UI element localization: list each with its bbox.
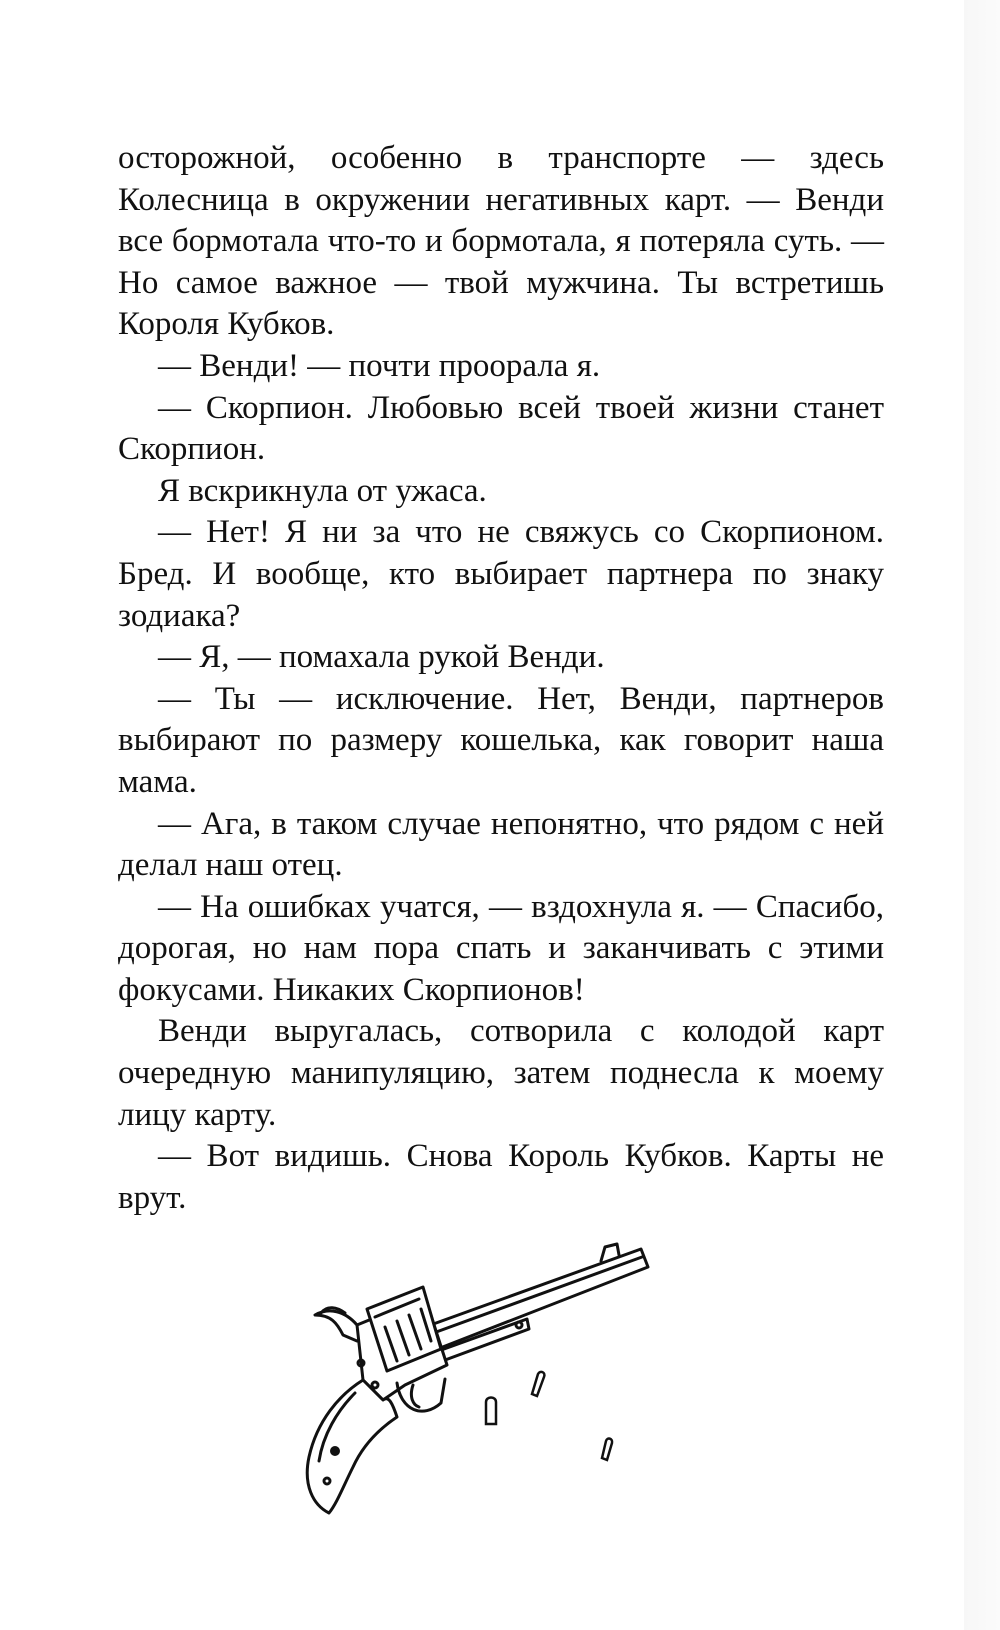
paragraph-3: — Скорпион. Любовью всей твоей жизни станет Скорпион. [118,389,884,468]
paragraph-4: Я вскрикнула от ужаса. [158,472,487,509]
paragraph-9: — На ошибках учатся, — вздохнула я. — Спасибо, дорогая, но нам пора спать и заканчивать с этими фокусами. Никаких Скорпионов! [118,888,884,1008]
paragraph-6: — Я, — помахала рукой Венди. [158,639,605,676]
paragraph-10: Венди выругалась, сотворила с колодой карт очередную манипуляцию, затем поднесла к моему лицу карту. [118,1013,884,1133]
revolver-illustration [305,1235,705,1613]
bullet-1-icon [484,1392,498,1426]
paragraph-5: — Нет! Я ни за что не свяжусь со Скорпионом. Бред. И вообще, кто выбирает партнера по знаку зодиака? [118,514,884,634]
paragraph-11: — Вот видишь. Снова Король Кубков. Карты не врут. [118,1138,884,1216]
body-text [118,138,884,1219]
bullet-3-icon [599,1436,615,1462]
paragraph-2: — Венди! — почти проорала я. [158,347,601,384]
paragraph-1: осторожной, особенно в транспорте — здесь Колесница в окружении негативных карт. — Венди все бормотала что-то и бормотала, я потеряла суть. — Но самое важное — твой мужчина. Ты встретишь Короля Кубков. [118,140,884,343]
revolver-icon [305,1235,705,1613]
paragraph-7: — Ты — исключение. Нет, Венди, партнеров выбирают по размеру кошелька, как говорит наша мама. [118,680,884,800]
bullet-2-icon [529,1370,547,1398]
paragraph-8: — Ага, в таком случае непонятно, что рядом с ней делал наш отец. [118,805,884,884]
page-edge-shadow [964,0,1000,1630]
